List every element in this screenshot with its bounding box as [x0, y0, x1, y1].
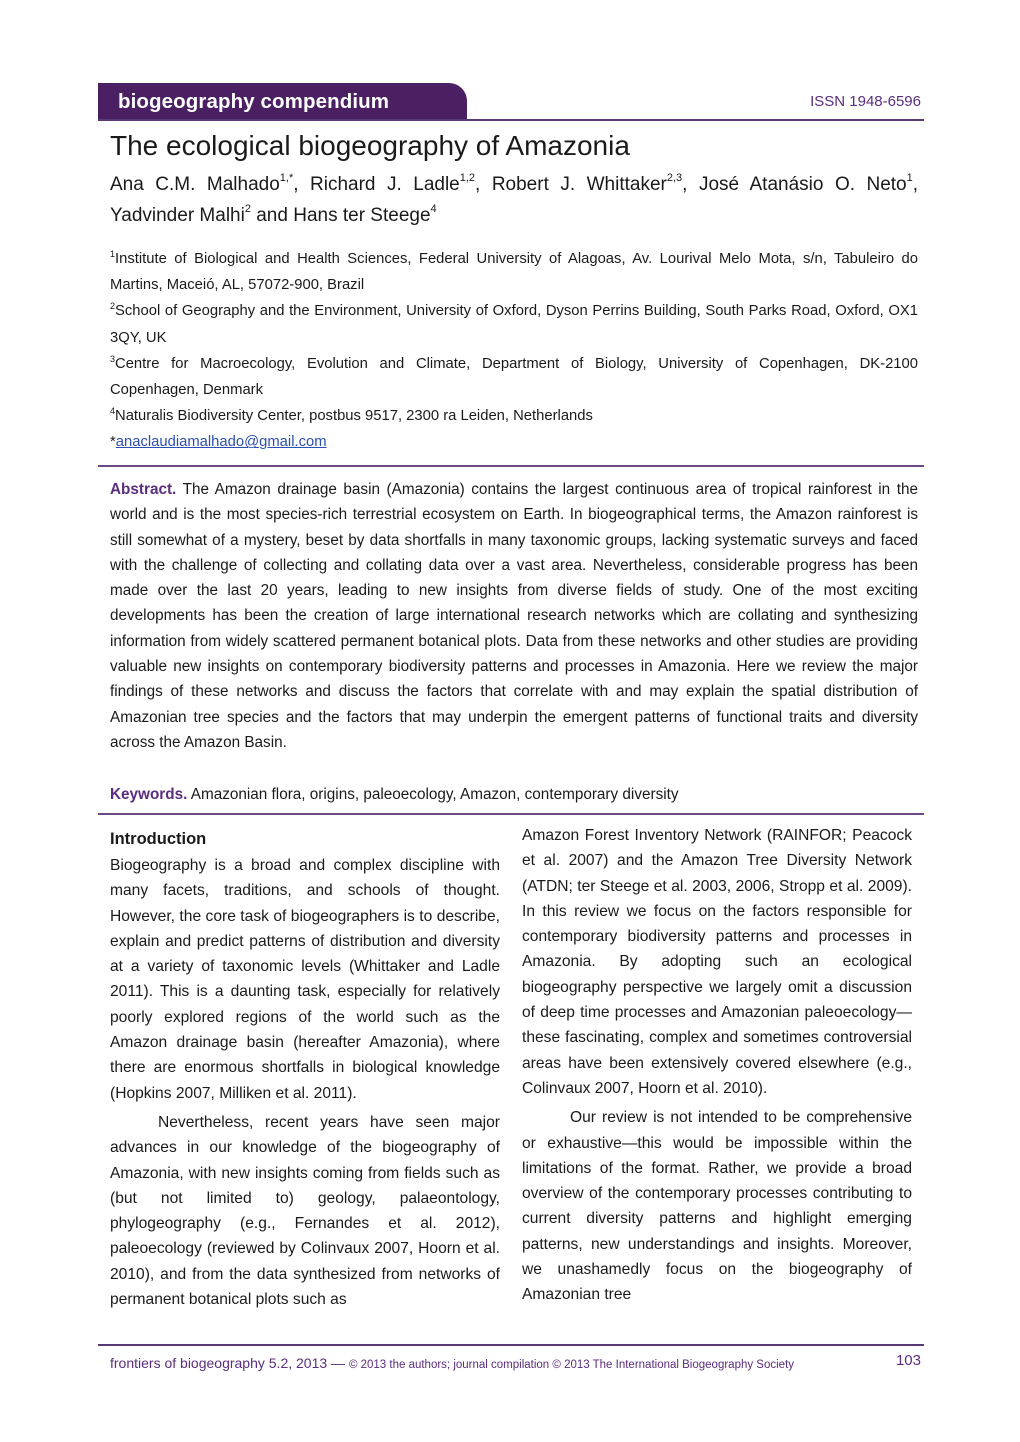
affiliation: $^4$Naturalis Biodiversity Center, postbus 9517, 2300 ra Leiden, Netherlands: [110, 406, 593, 425]
paragraph: Our review is not intended to be comprehensive or exhaustive—this would be impossible within the limitations of the format. Rather, we provide a broad overview of the contemporary processes contributing to current diversity patterns and highlight emerging patterns, new understandings and insights. Moreover, we unashamedly focus on the biogeography of Amazonian tree: [522, 1109, 912, 1304]
abstract-text: The Amazon drainage basin (Amazonia) contains the largest continuous area of tropical rainforest in the world and is the most species-rich terrestrial ecosystem on Earth. In biogeographical terms, the Amazon rainforest is still somewhat of a mystery, beset by data shortfalls in many taxonomic groups, lacking systematic surveys and faced with the challenge of collecting and collating data over a vast area. Nevertheless, considerable progress has been made over the last 20 years, leading to new insights from diverse fields of study. One of the most exciting developments has been the creation of large international research networks which are collating and synthesizing information from widely scattered permanent botanical plots. Data from these networks and other studies are providing valuable new insights on contemporary biodiversity patterns and processes in Amazonia. Here we review the major findings of these networks and discuss the factors that correlate with and may explain the spatial distribution of Amazonian tree species and the factors that may underpin the emergent patterns of functional traits and diversity across the Amazon Basin.: [110, 481, 918, 751]
issn-label: ISSN 1948-6596: [810, 93, 921, 110]
paragraph: Nevertheless, recent years have seen major advances in our knowledge of the biogeography of Amazonia, with new insights coming from fields such as (but not limited to) geology, palaeontology, phylogeography (e.g., Fernandes et al. 2012), paleoecology (reviewed by Colinvaux 2007, Hoorn et al. 2010), and from the data synthesized from networks of permanent botanical plots such as: [110, 1113, 500, 1309]
footer-copyright: © 2013 the authors; journal compilation © 2013 The International Biogeography Society: [348, 1359, 795, 1371]
abstract: [110, 477, 918, 755]
affiliation-divider: [98, 465, 924, 467]
affiliation: $^2$School of Geography and the Environment, University of Oxford, Dyson Perrins Building, South Parks Road, Oxford, OX1 3QY, UK: [110, 301, 918, 346]
paragraph: Amazon Forest Inventory Network (RAINFOR; Peacock et al. 2007) and the Amazon Tree Diversity Network (ATDN; ter Steege et al. 2003, 2006, Stropp et al. 2009). In this review we focus on the factors responsible for contemporary biodiversity patterns and processes in Amazonia. By adopting such an ecological biogeography perspective we largely omit a discussion of deep time processes and Amazonian paleoecology—these fascinating, complex and sometimes controversial areas have been extensively covered elsewhere (e.g., Colinvaux 2007, Hoorn et al. 2010).: [522, 827, 912, 1097]
footer-citation: frontiers of biogeography 5.2, 2013 — © 2013 the authors; journal compilation © 2013 The International Biogeography Society: [110, 1355, 795, 1371]
paragraph: Biogeography is a broad and complex discipline with many facets, traditions, and schools of thought. However, the core task of biogeographers is to describe, explain and predict patterns of distribution and diversity at a variety of taxonomic levels (Whittaker and Ladle 2011). This is a daunting task, especially for relatively poorly explored regions of the world such as the Amazon drainage basin (hereafter Amazonia), where there are enormous shortfalls in biological knowledge (Hopkins 2007, Milliken et al. 2011).: [110, 857, 500, 1102]
affiliation: $^1$Institute of Biological and Health Sciences, Federal University of Alagoas, Av. Lourival Melo Mota, s/n, Tabuleiro do Martins, Maceió, AL, 57072-900, Brazil: [110, 249, 918, 294]
author-list: Ana C.M. Malhado$^{1,*}$, Richard J. Ladle$^{1,2}$, Robert J. Whittaker$^{2,3}$, José Atanásio O. Neto$^1$, Yadvinder Malhi$^2$ and Hans ter Steege$^4$: [110, 171, 919, 226]
affiliation: $^3$Centre for Macroecology, Evolution and Climate, Department of Biology, University of Copenhagen, DK-2100 Copenhagen, Denmark: [110, 353, 918, 399]
author: Ana C.M. Malhado$^{1,*}$: [110, 171, 294, 195]
page-number: 103: [895, 1352, 921, 1369]
correspondence: *anaclaudiamalhado@gmail.com: [110, 434, 327, 451]
footer-divider: [98, 1344, 924, 1346]
affiliations: [110, 246, 918, 456]
author: Robert J. Whittaker$^{2,3}$: [491, 171, 683, 195]
article-title: The ecological biogeography of Amazonia: [110, 130, 630, 161]
author: Yadvinder Malhi$^2$: [110, 202, 251, 226]
header-divider: [98, 119, 924, 121]
journal-section-label: biogeography compendium: [118, 90, 390, 113]
abstract-divider: [98, 813, 924, 815]
keywords-text: Amazonian flora, origins, paleoecology, Amazon, contemporary diversity: [190, 786, 679, 803]
author: Richard J. Ladle$^{1,2}$: [310, 171, 476, 195]
abstract-label: Abstract.: [110, 481, 177, 498]
keywords-label: Keywords.: [110, 786, 188, 803]
body-column-right: [522, 823, 912, 1308]
author: José Atanásio O. Neto$^1$: [698, 171, 913, 195]
body-column-left: [110, 823, 500, 1312]
keywords: [110, 782, 918, 807]
email-link[interactable]: anaclaudiamalhado@gmail.com: [115, 434, 327, 451]
author: Hans ter Steege$^4$: [293, 202, 437, 226]
section-heading-introduction: Introduction: [110, 830, 207, 848]
footer-journal: frontiers of biogeography 5.2, 2013: [110, 1355, 328, 1371]
